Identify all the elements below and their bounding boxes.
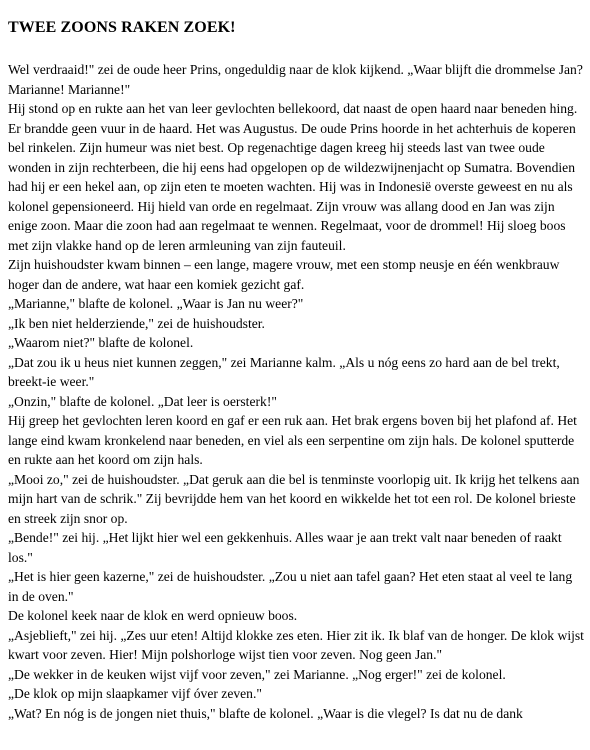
paragraph: Zijn huishoudster kwam binnen – een lange, magere vrouw, met een stomp neusje en één wenkbrauw hoger dan de andere, wat haar een komiek gezicht gaf. — [8, 257, 560, 292]
paragraph: „Ik ben niet helderziende," zei de huishoudster. — [8, 315, 265, 331]
paragraph: „Dat zou ik u heus niet kunnen zeggen," zei Marianne kalm. „Als u nóg eens zo hard aan de bel trekt, breekt-ie weer." — [8, 354, 560, 389]
paragraph: „Wat? En nóg is de jongen niet thuis," blafte de kolonel. „Waar is die vlegel? Is dat nu de dank — [8, 705, 523, 721]
paragraph: „De wekker in de keuken wijst vijf voor zeven," zei Marianne. „Nog erger!" zei de kolonel. — [8, 666, 506, 682]
paragraph: „Het is hier geen kazerne," zei de huishoudster. „Zou u niet aan tafel gaan? Het eten staat al veel te lang in de oven." — [8, 569, 573, 604]
paragraph: De kolonel keek naar de klok en werd opnieuw boos. — [8, 608, 298, 623]
document-body — [8, 60, 584, 723]
paragraph: „Onzin," blafte de kolonel. „Dat leer is oersterk!" — [8, 393, 277, 409]
document-title: TWEE ZOONS RAKEN ZOEK! — [8, 19, 236, 36]
paragraph: Hij greep het gevlochten leren koord en gaf er een ruk aan. Het brak ergens boven bij het plafond af. Het lange eind kwam kronkelend naar beneden, en viel als een serpentine om zijn hals. De kolonel sputterde en rukte aan het koord om zijn hals. — [8, 413, 577, 467]
paragraph: „Asjeblieft," zei hij. „Zes uur eten! Altijd klokke zes eten. Hier zit ik. Ik blaf van de honger. De klok wijst kwart voor zeven. Hier! Mijn polshorloge wijst tien voor zeven. Nog geen Jan." — [8, 627, 584, 662]
paragraph: Wel verdraaid!" zei de oude heer Prins, ongeduldig naar de klok kijkend. „Waar blijft die drommelse Jan? Marianne! Marianne!" — [8, 62, 583, 97]
paragraph: Hij stond op en rukte aan het van leer gevlochten bellekoord, dat naast de open haard naar beneden hing. Er brandde geen vuur in de haard. Het was Augustus. De oude Prins hoorde in het achterhuis de koperen bel rinkelen. Zijn humeur was niet best. Op regenachtige dagen kreeg hij steeds last van twee oude wonden in zijn rechterbeen, die hij eens had opgelopen op de wildezwijnenjacht op Sumatra. Bovendien had hij er een hekel aan, op zijn eten te moeten wachten. Hij was in Indonesië overste geweest en nu als kolonel gepensioneerd. Hij hield van orde en regelmaat. Zijn vrouw was allang dood en Jan was zijn enige zoon. Maar die zoon had aan regelmaat te wennen. Regelmaat, voor de drommel! Hij sloeg boos met zijn vlakke hand op de leren armleuning van zijn fauteuil. — [8, 101, 578, 253]
paragraph: „Mooi zo," zei de huishoudster. „Dat geruk aan die bel is tenminste voorlopig uit. Ik krijg het telkens aan mijn hart van de schrik." Zij bevrijdde hem van het koord en wikkelde het tot een rol. De kolonel brieste en streek zijn snor op. — [8, 471, 580, 526]
paragraph: „Waarom niet?" blafte de kolonel. — [8, 335, 194, 350]
paragraph: „De klok op mijn slaapkamer vijf óver zeven." — [8, 686, 262, 701]
paragraph: „Marianne," blafte de kolonel. „Waar is Jan nu weer?" — [8, 296, 304, 311]
document-page — [8, 18, 584, 723]
paragraph: „Bende!" zei hij. „Het lijkt hier wel een gekkenhuis. Alles waar je aan trekt valt naar beneden of raakt los." — [8, 530, 562, 565]
